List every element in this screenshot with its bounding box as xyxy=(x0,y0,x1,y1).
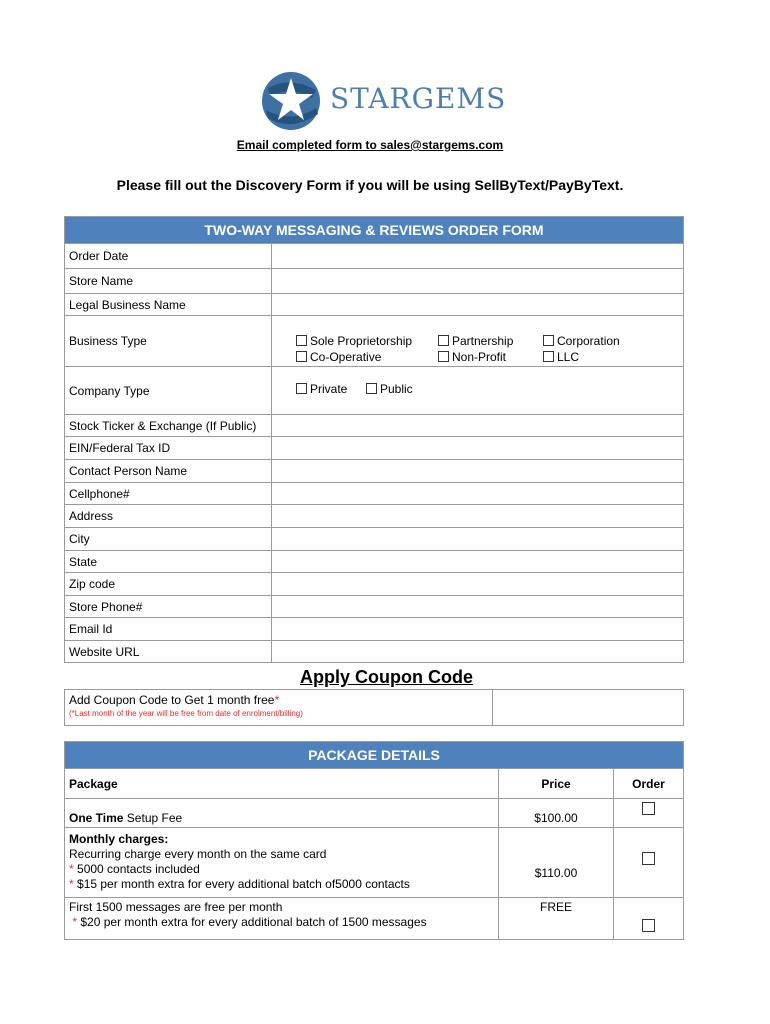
ein-field[interactable] xyxy=(272,437,684,460)
order-date-field[interactable] xyxy=(272,244,684,269)
state-label: State xyxy=(65,551,272,573)
zip-field[interactable] xyxy=(272,573,684,596)
monthly-price: $110.00 xyxy=(499,828,614,898)
order-date-label: Order Date xyxy=(65,244,272,269)
monthly-line-3: * $15 per month extra for every additional batch of5000 contacts xyxy=(69,877,410,891)
coupon-table xyxy=(64,689,684,726)
order-form-table xyxy=(64,216,684,663)
zip-label: Zip code xyxy=(65,573,272,596)
option-non-profit[interactable]: Non-Profit xyxy=(438,349,506,364)
legal-business-name-label: Legal Business Name xyxy=(65,294,272,316)
price-col-header: Price xyxy=(499,769,614,799)
ein-label: EIN/Federal Tax ID xyxy=(65,437,272,460)
star-globe-icon xyxy=(258,68,324,134)
package-table xyxy=(64,741,684,940)
option-private[interactable]: Private xyxy=(296,381,347,396)
checkbox-icon[interactable] xyxy=(543,351,554,362)
city-label: City xyxy=(65,528,272,551)
coupon-note: (*Last month of the year will be free from date of enrolment/billing) xyxy=(69,709,303,718)
coupon-title: Apply Coupon Code xyxy=(300,667,473,687)
store-phone-label: Store Phone# xyxy=(65,596,272,618)
setup-fee-label: One Time Setup Fee xyxy=(65,799,499,828)
option-llc[interactable]: LLC xyxy=(543,349,579,364)
legal-business-name-field[interactable] xyxy=(272,294,684,316)
option-co-operative[interactable]: Co-Operative xyxy=(296,349,381,364)
website-url-field[interactable] xyxy=(272,641,684,663)
state-field[interactable] xyxy=(272,551,684,573)
messages-line-2: * $20 per month extra for every additional batch of 1500 messages xyxy=(72,915,427,929)
contact-person-field[interactable] xyxy=(272,460,684,483)
coupon-asterisk: * xyxy=(274,693,280,707)
checkbox-icon[interactable] xyxy=(366,383,377,394)
messages-price: FREE xyxy=(499,898,614,940)
checkbox-icon[interactable] xyxy=(296,383,307,394)
coupon-label: Add Coupon Code to Get 1 month free xyxy=(69,693,275,707)
package-title: PACKAGE DETAILS xyxy=(65,742,684,769)
checkbox-icon[interactable] xyxy=(642,919,655,932)
option-partnership[interactable]: Partnership xyxy=(438,333,513,348)
store-name-field[interactable] xyxy=(272,269,684,294)
order-form-title: TWO-WAY MESSAGING & REVIEWS ORDER FORM xyxy=(65,217,684,244)
email-id-field[interactable] xyxy=(272,618,684,641)
option-sole-proprietorship[interactable]: Sole Proprietorship xyxy=(296,333,412,348)
checkbox-icon[interactable] xyxy=(296,335,307,346)
setup-fee-order xyxy=(614,799,684,828)
checkbox-icon[interactable] xyxy=(543,335,554,346)
monthly-order xyxy=(614,828,684,898)
store-name-label: Store Name xyxy=(65,269,272,294)
company-type-label: Company Type xyxy=(65,367,272,415)
checkbox-icon[interactable] xyxy=(296,351,307,362)
checkbox-icon[interactable] xyxy=(438,351,449,362)
checkbox-icon[interactable] xyxy=(642,852,655,865)
checkbox-icon[interactable] xyxy=(438,335,449,346)
coupon-code-input[interactable] xyxy=(493,690,684,726)
messages-line-1: First 1500 messages are free per month xyxy=(69,900,283,914)
monthly-line-1: Recurring charge every month on the same card xyxy=(69,847,327,861)
messages-order xyxy=(614,898,684,940)
option-corporation[interactable]: Corporation xyxy=(543,333,620,348)
monthly-charges-cell xyxy=(65,828,499,898)
city-field[interactable] xyxy=(272,528,684,551)
stock-ticker-field[interactable] xyxy=(272,415,684,437)
email-id-label: Email Id xyxy=(65,618,272,641)
logo-wordmark: STARGEMS xyxy=(330,82,507,115)
checkbox-icon[interactable] xyxy=(642,802,655,815)
email-instruction[interactable]: Email completed form to sales@stargems.com xyxy=(236,138,504,152)
address-field[interactable] xyxy=(272,505,684,528)
coupon-label-cell xyxy=(65,690,493,726)
stock-ticker-label: Stock Ticker & Exchange (If Public) xyxy=(65,415,272,437)
setup-fee-price: $100.00 xyxy=(499,799,614,828)
cellphone-field[interactable] xyxy=(272,483,684,505)
messages-cell xyxy=(65,898,499,940)
stargems-logo xyxy=(258,66,507,136)
monthly-heading: Monthly charges: xyxy=(69,832,169,846)
order-col-header: Order xyxy=(614,769,684,799)
website-url-label: Website URL xyxy=(65,641,272,663)
store-phone-field[interactable] xyxy=(272,596,684,618)
contact-person-label: Contact Person Name xyxy=(65,460,272,483)
option-public[interactable]: Public xyxy=(366,381,413,396)
address-label: Address xyxy=(65,505,272,528)
monthly-line-2: * 5000 contacts included xyxy=(69,862,200,876)
page-subtitle: Please fill out the Discovery Form if you will be using SellByText/PayByText. xyxy=(116,177,624,193)
package-col-header: Package xyxy=(65,769,499,799)
cellphone-label: Cellphone# xyxy=(65,483,272,505)
business-type-label: Business Type xyxy=(65,316,272,367)
